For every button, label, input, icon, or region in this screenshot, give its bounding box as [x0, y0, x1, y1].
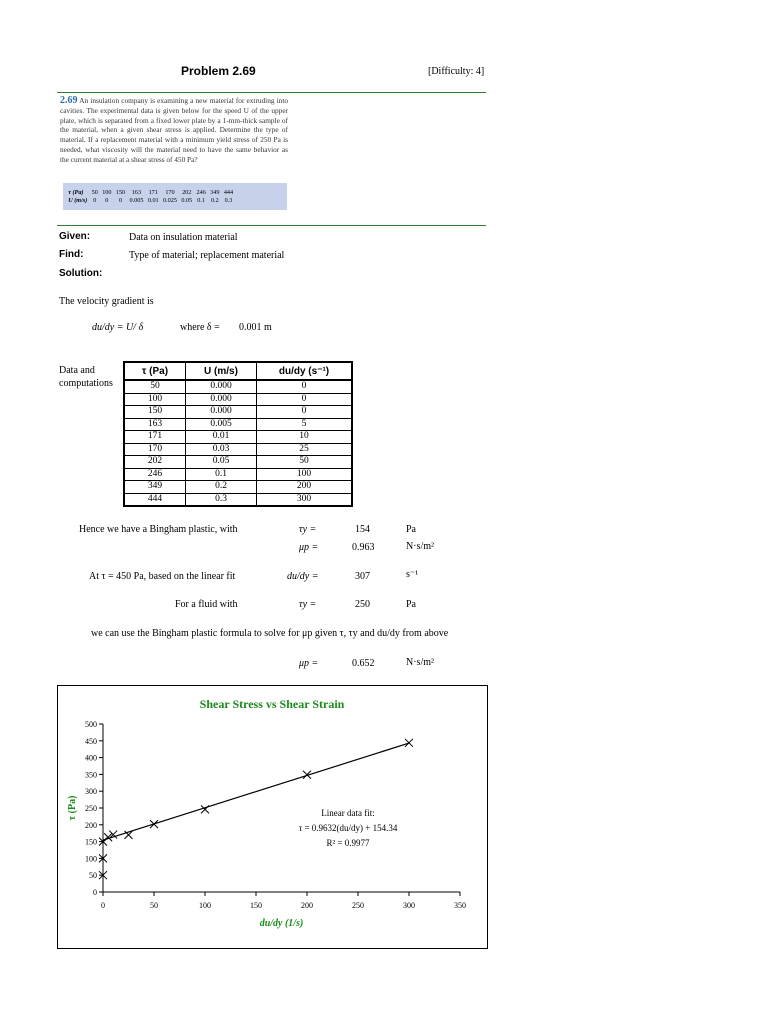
table-cell: 0: [257, 393, 353, 406]
table-cell: 0: [93, 197, 97, 204]
problem-text: An insulation company is examining a new material for extruding into cavities. The experimental data is given below for the speed U of the upper plate, which is separated from a fixed lower plate by a 1-mm-thick sample of the material, when a given shear stress is applied. Determine the type of material. If a replacement material with a minimum yield stress of 250 Pa is needed, what viscosity will the material need to have the same behavior as the current material at a shear stress of 450 Pa?: [60, 96, 288, 164]
tau-y-unit: Pa: [406, 524, 416, 535]
tau-y2-label: τy =: [299, 599, 317, 610]
table-row: [124, 406, 352, 419]
delta-where: where δ =: [180, 322, 220, 333]
table-cell: 171: [124, 431, 186, 444]
x-tick-label: 150: [250, 901, 262, 910]
table-row: [124, 443, 352, 456]
formula-text: we can use the Bingham plastic formula to solve for μp given τ, τy and du/dy from above: [91, 628, 449, 639]
problem-statement: [60, 96, 288, 165]
fit-annotation-line: Linear data fit:: [321, 808, 375, 818]
mu-p-unit: N·s/m²: [406, 541, 434, 552]
table-cell: 0.3: [186, 493, 257, 506]
y-tick-label: 150: [85, 837, 97, 847]
fit-annotation-line: R² = 0.9977: [326, 838, 370, 848]
mu-p2-label: μp =: [299, 658, 319, 669]
table-cell: 444: [223, 189, 234, 196]
data-point: [201, 805, 209, 813]
table-cell: 0.2: [210, 197, 219, 204]
x-tick-label: 300: [403, 901, 415, 910]
tau-y2-value: 250: [355, 599, 370, 610]
table-row: [124, 393, 352, 406]
table-row: [124, 493, 352, 506]
table-cell: 246: [196, 189, 206, 196]
table-cell: 0.005: [129, 197, 144, 204]
table-cell: 202: [182, 189, 192, 196]
table-cell: 0.03: [186, 443, 257, 456]
table-cell: 170: [124, 443, 186, 456]
table-cell: 202: [124, 456, 186, 469]
table-cell: 50: [124, 380, 186, 393]
dudy-unit: s⁻¹: [406, 569, 419, 580]
y-tick-label: 250: [85, 804, 97, 813]
at-text: At τ = 450 Pa, based on the linear fit: [89, 571, 236, 582]
table-cell: 0: [105, 197, 109, 204]
problem-number: 2.69: [60, 95, 78, 106]
table-cell: 25: [257, 443, 353, 456]
top-divider: [57, 92, 486, 93]
x-tick-label: 250: [352, 901, 364, 910]
table-cell: 0.01: [147, 197, 159, 204]
velocity-intro: The velocity gradient is: [59, 296, 154, 307]
column-header-dudy: du/dy (s⁻¹): [257, 362, 353, 380]
difficulty-label: [Difficulty: 4]: [428, 66, 485, 77]
y-tick-label: 50: [89, 871, 97, 881]
table-cell: 0.1: [197, 197, 206, 204]
table-cell: 5: [257, 418, 353, 431]
x-tick-label: 350: [454, 901, 466, 910]
x-tick-label: 50: [150, 901, 158, 910]
y-tick-label: 200: [85, 820, 97, 830]
given-label: Given:: [59, 231, 91, 242]
bingham-text: Hence we have a Bingham plastic, with: [79, 524, 238, 535]
table-cell: 0.025: [163, 197, 177, 204]
table-cell: 200: [257, 481, 353, 494]
fluid-text: For a fluid with: [175, 599, 238, 610]
table-cell: 0.000: [186, 380, 257, 393]
data-label-line1: Data and: [59, 365, 95, 376]
table-row: [124, 431, 352, 444]
solution-label: Solution:: [59, 268, 103, 279]
mu-p2-value: 0.652: [352, 658, 375, 669]
find-text: Type of material; replacement material: [129, 250, 285, 261]
chart-title: Shear Stress vs Shear Strain: [199, 697, 345, 711]
given-text: Data on insulation material: [129, 232, 238, 243]
data-point: [405, 739, 413, 747]
tau-y-value: 154: [355, 524, 370, 535]
velocity-formula: du/dy = U/ δ: [92, 322, 144, 333]
find-label: Find:: [59, 249, 84, 260]
data-point: [150, 820, 158, 828]
table-cell: 50: [91, 189, 98, 196]
dudy-label: du/dy =: [287, 571, 319, 582]
y-tick-label: 450: [85, 736, 97, 746]
delta-value: 0.001 m: [239, 322, 272, 333]
tau-y-label: τy =: [299, 524, 317, 535]
y-tick-label: 0: [93, 888, 97, 897]
table-cell: 0.05: [181, 197, 193, 204]
table-row: [124, 481, 352, 494]
tau-y2-unit: Pa: [406, 599, 416, 610]
table-row-label: τ (Pa): [68, 189, 84, 196]
page-title: Problem 2.69: [181, 64, 256, 78]
mu-p-value: 0.963: [352, 542, 375, 553]
chart-frame: [57, 685, 488, 949]
table-cell: 349: [210, 189, 220, 196]
table-row: [124, 380, 352, 393]
table-cell: 150: [115, 189, 126, 196]
table-cell: 0.005: [186, 418, 257, 431]
table-cell: 0.000: [186, 406, 257, 419]
table-row: [124, 456, 352, 469]
x-axis-label: du/dy (1/s): [259, 918, 304, 929]
table-cell: 0: [257, 406, 353, 419]
table-row-label: U (m/s): [68, 197, 88, 204]
data-table: [123, 361, 353, 507]
table-cell: 0.01: [186, 431, 257, 444]
table-cell: 444: [124, 493, 186, 506]
mu-p-label: μp =: [299, 542, 319, 553]
x-tick-label: 100: [199, 901, 211, 910]
table-cell: 100: [102, 189, 112, 196]
x-tick-label: 0: [101, 901, 105, 910]
shear-chart: [58, 686, 487, 948]
table-cell: 171: [148, 189, 158, 196]
table-cell: 50: [257, 456, 353, 469]
table-cell: 0.3: [224, 197, 233, 204]
table-cell: 0.05: [186, 456, 257, 469]
y-tick-label: 300: [85, 787, 97, 797]
dudy-value: 307: [355, 571, 370, 582]
table-cell: 100: [257, 468, 353, 481]
table-row: [124, 468, 352, 481]
column-header-tau: τ (Pa): [124, 362, 186, 380]
table-cell: 0: [257, 380, 353, 393]
table-cell: 349: [124, 481, 186, 494]
table-cell: 0.1: [186, 468, 257, 481]
mid-divider: [57, 225, 486, 226]
problem-data-table: [63, 183, 287, 210]
y-tick-label: 350: [85, 770, 97, 780]
table-cell: 246: [124, 468, 186, 481]
table-cell: 0.2: [186, 481, 257, 494]
table-cell: 0: [118, 197, 123, 204]
y-tick-label: 100: [85, 854, 97, 864]
y-tick-label: 400: [85, 753, 97, 763]
column-header-u: U (m/s): [186, 362, 257, 380]
table-cell: 170: [165, 189, 175, 196]
x-tick-label: 200: [301, 901, 313, 910]
fit-annotation-line: τ = 0.9632(du/dy) + 154.34: [298, 823, 398, 833]
table-row: [124, 418, 352, 431]
table-cell: 163: [124, 418, 186, 431]
table-cell: 100: [124, 393, 186, 406]
table-cell: 163: [131, 189, 142, 196]
table-cell: 0.000: [186, 393, 257, 406]
y-tick-label: 500: [85, 720, 97, 729]
data-label-line2: computations: [59, 378, 113, 389]
table-cell: 150: [124, 406, 186, 419]
mu-p2-unit: N·s/m²: [406, 657, 434, 668]
table-cell: 10: [257, 431, 353, 444]
y-axis-label: τ (Pa): [67, 795, 78, 821]
table-cell: 300: [257, 493, 353, 506]
